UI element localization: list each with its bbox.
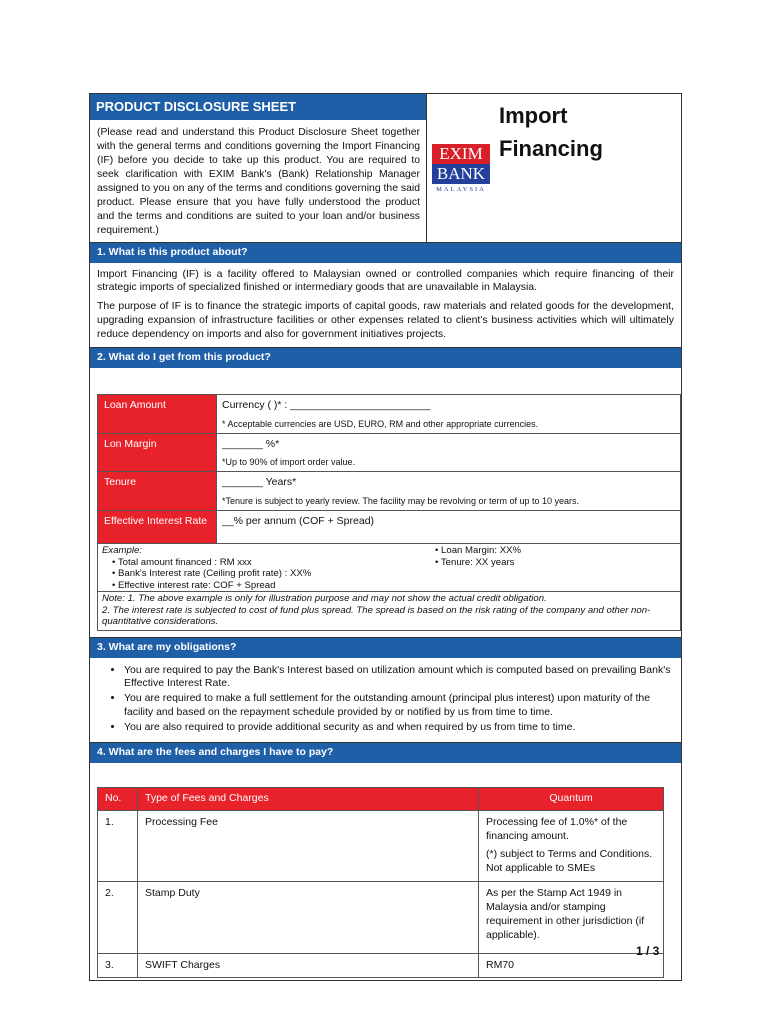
list-item: • Total amount financed : RM xxx — [112, 557, 425, 569]
section-1-heading: 1. What is this product about? — [90, 243, 681, 263]
table-row: Effective Interest Rate __% per annum (COF + Spread) — [98, 511, 681, 544]
page-title: PRODUCT DISCLOSURE SHEET — [90, 94, 426, 120]
table-row: Lon Margin _______ %* *Up to 90% of import order value. — [98, 433, 681, 472]
table-row: 1. Processing Fee Processing fee of 1.0%* of the financing amount. (*) subject to Terms and Conditions. Not applicable to SMEs — [98, 810, 664, 881]
table-row: Loan Amount Currency ( )* : ________________________ * Acceptable currencies are USD, EURO, RM and other appropriate currencies. — [98, 394, 681, 433]
section-3-heading: 3. What are my obligations? — [90, 637, 681, 658]
header-block — [90, 94, 681, 243]
loan-details-table — [97, 394, 681, 631]
list-item: • You are required to pay the Bank's Interest based on utilization amount which is computed based on prevailing Bank's Effective Interest Rate. — [124, 664, 673, 692]
section-2-heading: 2. What do I get from this product? — [90, 347, 681, 368]
list-item: • Loan Margin: XX% — [435, 545, 676, 557]
page-number: 1 / 3 — [636, 944, 660, 958]
logo-country: MALAYSIA — [436, 186, 486, 193]
list-item: • Tenure: XX years — [435, 557, 676, 569]
disclosure-sheet — [89, 93, 682, 981]
section-4-heading: 4. What are the fees and charges I have to pay? — [90, 742, 681, 763]
logo-exim: EXIM — [432, 144, 490, 164]
exim-bank-logo — [432, 144, 490, 195]
product-name: Import Financing — [499, 103, 603, 161]
notes-row: Note: 1. The above example is only for illustration purpose and may not show the actual credit obligation. 2. The interest rate is subjected to cost of fund plus spread. The spread is based on the risk rating of the company and other non-quantitative considerations. — [98, 592, 681, 631]
fees-header-row: No. Type of Fees and Charges Quantum — [98, 787, 664, 810]
obligations-list — [90, 658, 681, 742]
section-2-body — [90, 368, 681, 637]
list-item: • You are also required to provide additional security as and when required by us from time to time. — [124, 721, 673, 735]
example-row: Example: • Total amount financed : RM xxx • Bank's Interest rate (Ceiling profit rate) : XX% • Effective interest rate: COF + Spread • Loan Margin: XX% • Tenure: XX years — [98, 544, 681, 592]
list-item: • You are required to make a full settlement for the outstanding amount (principal plus interest) upon maturity of the facility and based on the repayment schedule provided by or notified by us from time to time. — [124, 692, 673, 720]
fees-table — [97, 787, 664, 979]
logo-bank: BANK — [432, 164, 490, 184]
table-row: 3. SWIFT Charges RM70 — [98, 953, 664, 978]
table-row: Tenure _______ Years* *Tenure is subject to yearly review. The facility may be revolving or term of up to 10 years. — [98, 472, 681, 511]
section-1-body: Import Financing (IF) is a facility offered to Malaysian owned or controlled companies which require financing of their strategic imports of specialized finished or intermediary goods that are unavailable in Malaysia. The purpose of IF is to finance the strategic imports of capital goods, raw materials and related goods for the development, upgrading expansion of infrastructure facilities or other expenses related to client's business activities which will ultimately reduce dependency on imports and also for government initiatives projects. — [97, 267, 674, 340]
list-item: • Bank's Interest rate (Ceiling profit rate) : XX% — [112, 568, 425, 580]
intro-text: (Please read and understand this Product Disclosure Sheet together with the general terms and conditions governing the Import Financing (IF) before you decide to take up this product. You are required to seek clarification with EXIM Bank's (Bank) Relationship Manager assigned to you on any of the terms and conditions governing the said product. Please ensure that you have fully understood the product and the terms and conditions are suited to your loan and/or business requirement.) — [97, 127, 420, 236]
section-4-body — [90, 763, 681, 981]
list-item: • Effective interest rate: COF + Spread — [112, 580, 425, 592]
table-row: 2. Stamp Duty As per the Stamp Act 1949 in Malaysia and/or stamping requirement in other jurisdiction (if applicable). — [98, 882, 664, 953]
